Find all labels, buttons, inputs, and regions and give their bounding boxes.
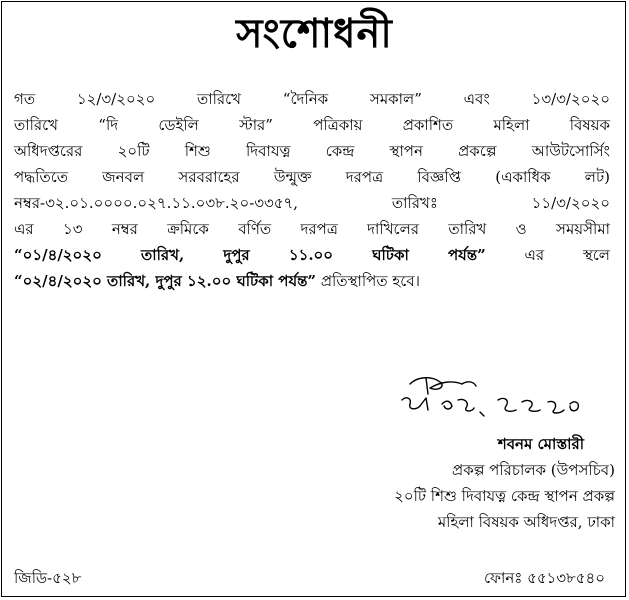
- body-line: এর ১৩ নম্বর ক্রমিকে বর্ণিত দরপত্র দাখিলের তারিখ ও সময়সীমা: [14, 220, 610, 238]
- handwritten-signature: [388, 370, 588, 424]
- new-deadline-text: “০২/৪/২০২০ তারিখ, দুপুর ১২.০০ ঘটিকা পর্যন্ত”: [14, 272, 317, 290]
- phone-number: ফোনঃ ৫৫১৩৮৫৪০: [483, 569, 605, 587]
- body-line: গত ১২/৩/২০২০ তারিখে “দৈনিক সমকাল” এবং ১৩/৩/২০২০: [14, 90, 610, 108]
- body-line: নম্বর-৩২.০১.০০০০.০২৭.১১.০৩৮.২০-৩৩৫৭, তারিখঃ ১১/৩/২০২০: [14, 194, 610, 212]
- signatory-office: মহিলা বিষয়ক অধিদপ্তর, ঢাকা: [437, 513, 615, 531]
- new-deadline-suffix: প্রতিস্থাপিত হবে।: [320, 272, 420, 290]
- signatory-project: ২০টি শিশু দিবাযত্ন কেন্দ্র স্থাপন প্রকল্প: [394, 487, 615, 505]
- body-line: অধিদপ্তরের ২০টি শিশু দিবাযত্ন কেন্দ্র স্থাপন প্রকল্পে আউটসোর্সিং: [14, 142, 610, 160]
- notice-title: সংশোধনী: [236, 10, 393, 57]
- signatory-designation: প্রকল্প পরিচালক (উপসচিব): [452, 461, 615, 479]
- old-deadline-text: “০১/৪/২০২০ তারিখ, দুপুর ১১.০০ ঘটিকা পর্যন্ত”: [14, 246, 486, 264]
- body-line: পদ্ধতিতে জনবল সরবরাহের উন্মুক্ত দরপত্র বিজ্ঞপ্তি (একাধিক লট): [14, 168, 610, 186]
- gd-number: জিডি-৫২৮: [14, 569, 82, 587]
- body-line: তারিখে “দি ডেইলি স্টার” পত্রিকায় প্রকাশিত মহিলা বিষয়ক: [14, 116, 610, 134]
- body-line-old-deadline: [14, 242, 610, 268]
- notice-body: [14, 86, 610, 294]
- body-line-new-deadline: [14, 268, 610, 294]
- old-deadline-suffix: এর স্থলে: [524, 246, 610, 264]
- signatory-name: শবনম মোস্তারী: [497, 435, 584, 453]
